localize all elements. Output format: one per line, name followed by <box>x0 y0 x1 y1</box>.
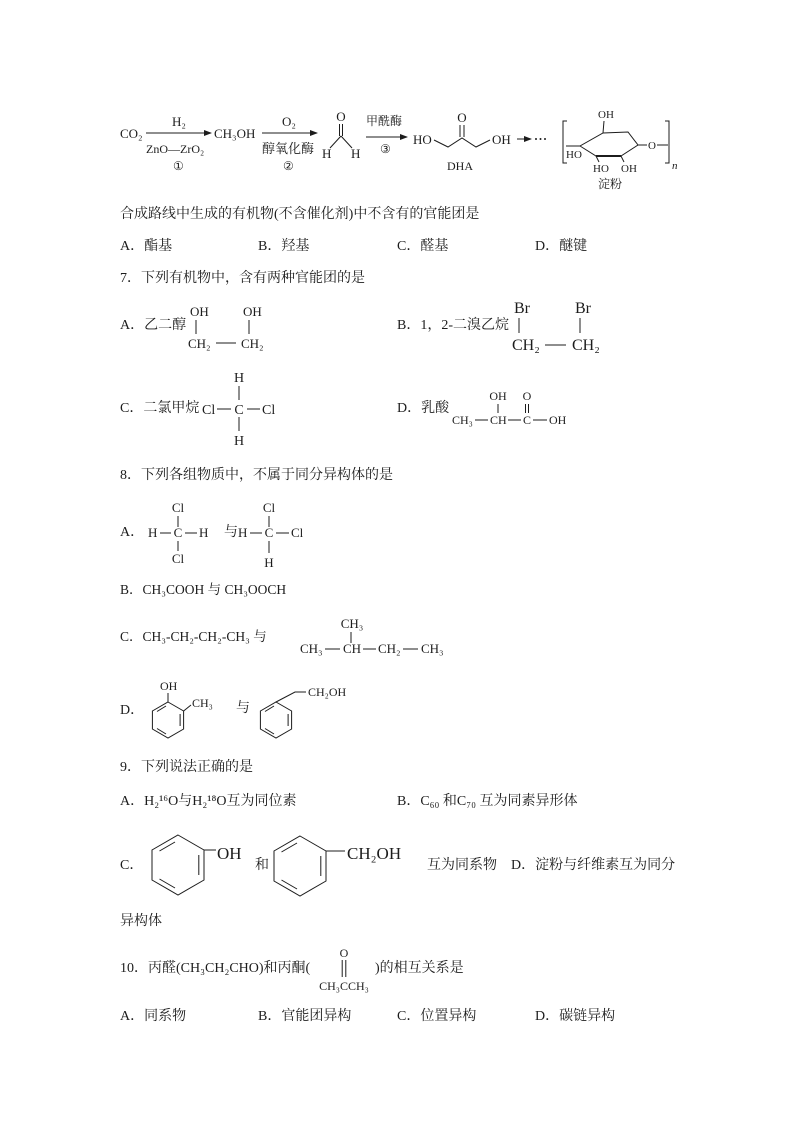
dha-ho: HO <box>413 132 432 147</box>
q8d-benzyl-ch2oh: CH₂OH <box>308 685 347 699</box>
q7c-c: C <box>234 403 244 418</box>
q8-option-a-label: A． <box>120 525 145 540</box>
step-3-marker: ③ <box>380 142 391 156</box>
dotted-arrow <box>517 138 546 140</box>
q9-stem: 9．下列说法正确的是 <box>120 760 253 775</box>
formolase-label: 甲酰酶 <box>366 114 403 128</box>
dha-o: O <box>457 110 467 125</box>
q7-a-ethylene-glycol <box>188 304 264 351</box>
step-1-marker: ① <box>173 159 184 173</box>
q7a-oh-1: OH <box>190 304 209 319</box>
dha-chain <box>434 138 490 147</box>
starch-bond-oh-bottom <box>621 156 624 162</box>
q10-option-d: D．碳链异构 <box>535 1009 616 1024</box>
q7c-h-top: H <box>233 371 245 386</box>
q7b-ch2-2: CH₂ <box>572 337 600 354</box>
q7d-c: C <box>522 413 532 427</box>
q8-d-benzyl-alcohol <box>260 685 346 738</box>
step-2-marker: ② <box>283 159 294 173</box>
q8-a-left-structure <box>148 500 208 566</box>
q8d-cresol-inner-3 <box>157 706 166 712</box>
q8d-benzyl-bond <box>276 692 306 702</box>
starch-ch2-bond <box>603 121 604 133</box>
q7-stem: 7．下列有机物中，含有两种官能团的是 <box>120 271 365 286</box>
q7d-oh-top: OH <box>489 389 507 403</box>
q7-c-dichloromethane <box>202 371 275 449</box>
q8-option-b: B．CH₃COOH 与 CH₃OOCH <box>120 582 287 597</box>
q8a-left-h-left: H <box>148 525 158 540</box>
o2-reagent: O₂ <box>282 114 296 129</box>
q8d-cresol-ch3: CH₃ <box>192 696 213 710</box>
formaldehyde-o: O <box>336 109 346 124</box>
q8d-benzyl-inner-2 <box>265 729 274 735</box>
starch-glycosidic-o: O <box>648 140 656 152</box>
q6-option-a: A．酯基 <box>120 239 173 254</box>
q9c-phenol-inner-2 <box>160 879 176 888</box>
q10-stem-end: )的相互关系是 <box>375 961 464 976</box>
reaction-scheme <box>120 109 678 191</box>
starch-bond-ho-bottom <box>596 156 599 162</box>
methanol-label: CH₃OH <box>214 126 256 141</box>
dha-name: DHA <box>447 159 473 173</box>
q6-option-b: B．羟基 <box>258 239 310 254</box>
q8-a-right-structure <box>238 500 304 570</box>
q10-option-c: C．位置异构 <box>397 1009 477 1024</box>
formaldehyde-bond-right <box>341 136 352 148</box>
q8d-benzyl-inner-3 <box>265 706 274 712</box>
q9-option-c-label: C． <box>120 858 144 873</box>
dha-oh: OH <box>492 132 511 147</box>
q8c-ch2: CH₂ <box>378 641 401 656</box>
q7b-br-1: Br <box>514 300 530 317</box>
q10-acetone <box>319 946 369 993</box>
q9c-phenol-oh: OH <box>217 844 242 863</box>
q7b-br-2: Br <box>575 300 591 317</box>
q7d-ch: CH <box>490 413 507 427</box>
q9c-benzyl-ring <box>274 836 326 896</box>
q7d-oh: OH <box>549 413 567 427</box>
starch-repeat-n: n <box>672 160 678 172</box>
starch-ho-bottom: HO <box>593 163 609 175</box>
q6-option-d: D．醚键 <box>535 239 588 254</box>
q8c-ch: CH <box>343 641 362 656</box>
q6-stem: 合成路线中生成的有机物(不含催化剂)中不含有的官能团是 <box>120 207 480 222</box>
dot-3 <box>544 138 546 140</box>
q7c-cl-left: Cl <box>202 403 216 418</box>
q8a-left-c: C <box>173 525 183 540</box>
q8c-ch3-2: CH₃ <box>421 641 444 656</box>
q8-option-d-label: D． <box>120 703 145 718</box>
q8c-ch3-1: CH₃ <box>300 641 323 656</box>
q7-option-b-label: B．1，2-二溴乙烷 <box>397 318 509 333</box>
dha-structure <box>413 110 511 173</box>
starch-structure <box>563 109 678 191</box>
q7a-oh-2: OH <box>243 304 262 319</box>
starch-ring <box>580 132 638 156</box>
q8d-cresol-oh: OH <box>160 679 178 693</box>
q7-option-a-label: A．乙二醇 <box>120 318 187 333</box>
h2-reagent: H₂ <box>172 114 186 129</box>
q8-option-c-text: C．CH₃-CH₂-CH₂-CH₃ 与 <box>120 629 267 644</box>
q8a-right-c: C <box>264 525 274 540</box>
formaldehyde-h-right: H <box>351 146 361 161</box>
formaldehyde-h-left: H <box>322 146 332 161</box>
q10-acetone-formula: CH₃CCH₃ <box>319 979 369 993</box>
co2-label: CO₂ <box>120 126 143 141</box>
q8-option-a-yu: 与 <box>224 525 238 540</box>
q9c-phenol-inner-3 <box>160 842 176 851</box>
q7a-ch2-1: CH₂ <box>188 336 211 351</box>
q8a-left-cl-top: Cl <box>171 500 185 515</box>
q9-c-phenol <box>152 835 242 895</box>
q10-option-b: B．官能团异构 <box>258 1009 352 1024</box>
starch-oh-top: OH <box>598 109 614 121</box>
q7d-o: O <box>522 389 532 403</box>
formaldehyde-bond-left <box>330 136 341 148</box>
q8a-left-h-right: H <box>199 525 209 540</box>
q9-option-c-tail: 互为同系物 <box>427 858 497 873</box>
q8d-cresol-bond-ch3 <box>184 705 191 711</box>
q7-b-dibromoethane <box>512 300 600 354</box>
q9c-benzyl-inner-2 <box>282 880 298 889</box>
q6-option-c: C．醛基 <box>397 239 449 254</box>
q10-option-a: A．同系物 <box>120 1009 187 1024</box>
q7a-ch2-2: CH₂ <box>241 336 264 351</box>
q8a-right-h-left: H <box>238 525 248 540</box>
q9c-benzyl-inner-3 <box>282 843 298 852</box>
q10-stem-start: 10．丙醛(CH₃CH₂CHO)和丙酮( <box>120 961 311 976</box>
q7c-cl-right: Cl <box>262 403 276 418</box>
starch-bracket-right <box>665 121 669 163</box>
alcohol-oxidase-label: 醇氧化酶 <box>262 141 315 156</box>
q8c-ch3-branch: CH₃ <box>340 616 364 631</box>
q7-option-d-label: D．乳酸 <box>397 401 450 416</box>
q8d-benzyl-ring <box>260 702 291 738</box>
q7b-ch2-1: CH₂ <box>512 337 540 354</box>
starch-ho-left: HO <box>566 149 582 161</box>
q8d-cresol-ring <box>152 702 183 738</box>
q8-d-cresol <box>152 679 212 738</box>
q8a-left-cl-bottom: Cl <box>171 551 185 566</box>
formaldehyde-structure <box>322 109 360 161</box>
q8d-cresol-inner-2 <box>157 729 166 735</box>
starch-bracket-left <box>563 121 567 163</box>
q7-d-lactic-acid <box>452 389 567 427</box>
q9-option-d-line2: 异构体 <box>120 914 162 929</box>
dot-1 <box>535 138 537 140</box>
dot-2 <box>540 138 542 140</box>
q8a-right-h-bottom: H <box>264 555 274 570</box>
q7d-ch3: CH₃ <box>452 413 473 427</box>
q9-option-d-line1: D．淀粉与纤维素互为同分 <box>511 858 676 873</box>
q10-acetone-o: O <box>339 946 349 960</box>
starch-name: 淀粉 <box>598 177 623 191</box>
q9-c-benzyl-alcohol <box>274 836 401 896</box>
q9-option-b: B．C₆₀ 和C₇₀ 互为同素异形体 <box>397 794 578 809</box>
starch-oh-bottom: OH <box>621 163 637 175</box>
q9-option-a: A．H₂¹⁶O与H₂¹⁸O互为同位素 <box>120 794 297 809</box>
q8a-right-cl-top: Cl <box>262 500 276 515</box>
q8-option-d-yu: 与 <box>236 701 250 716</box>
catalyst-label: ZnO—ZrO₂ <box>146 142 205 156</box>
q9c-phenol-ring <box>152 835 204 895</box>
q8a-right-cl-right: Cl <box>291 525 304 540</box>
q7-option-c-label: C．二氯甲烷 <box>120 401 200 416</box>
q9-option-c-he: 和 <box>255 858 269 873</box>
q8-stem: 8．下列各组物质中，不属于同分异构体的是 <box>120 468 393 483</box>
q7c-h-bottom: H <box>233 434 245 449</box>
q8-c-isobutane <box>300 616 444 656</box>
q9c-benzyl-ch2oh: CH₂OH <box>347 844 402 863</box>
